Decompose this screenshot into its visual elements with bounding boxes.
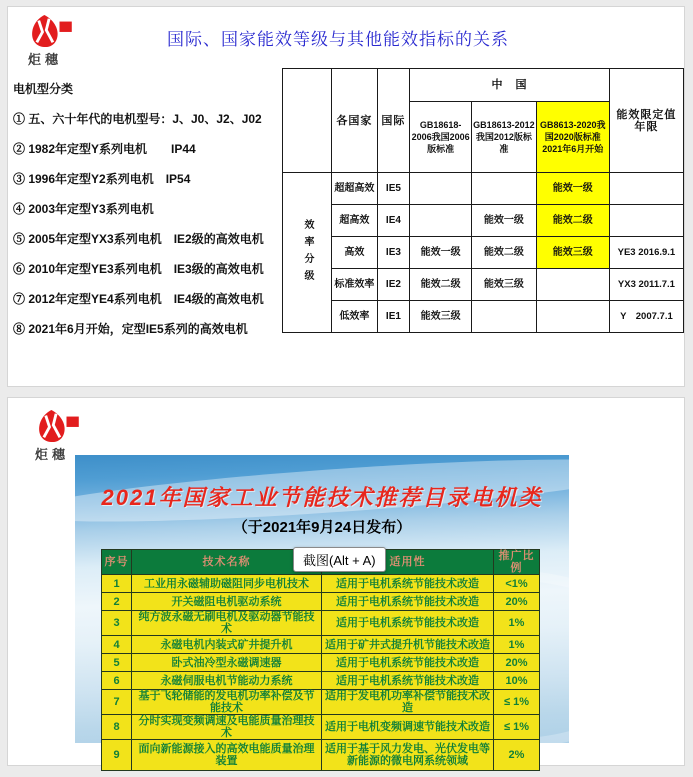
- gb2012-cell: [472, 173, 537, 205]
- torch-flame-icon: [35, 409, 81, 443]
- limit-cell: Y 2007.7.1: [609, 301, 683, 333]
- table-header-row: [283, 69, 684, 102]
- index-cell: 7: [102, 690, 132, 715]
- index-cell: 9: [102, 740, 132, 771]
- ratio-cell: ≤ 1%: [494, 690, 540, 715]
- poster-subtitle: （于2021年9月24日发布）: [232, 519, 412, 536]
- catalog-row: [102, 593, 540, 611]
- tech-name-cell: 基于飞轮储能的发电机功率补偿及节能技术: [132, 690, 322, 715]
- tech-name-cell: 分时实现变频调速及电能质量治理技术: [132, 715, 322, 740]
- index-cell: 1: [102, 575, 132, 593]
- grade-cell: 标准效率: [332, 269, 378, 301]
- col-header-gb2012: GB18613-2012我国2012版标准: [472, 102, 537, 173]
- catalog-row: [102, 636, 540, 654]
- tech-name-cell: 纯方波永磁无刷电机及驱动器节能技术: [132, 611, 322, 636]
- table-row: [283, 173, 684, 205]
- tech-name-cell: 永磁电机内装式矿井提升机: [132, 636, 322, 654]
- motor-type-list: [13, 83, 264, 353]
- limit-cell: YX3 2011.7.1: [609, 269, 683, 301]
- limit-cell: [609, 173, 683, 205]
- gb2020-cell: [536, 269, 609, 301]
- ie-cell: IE5: [377, 173, 409, 205]
- catalog-row: [102, 672, 540, 690]
- ratio-cell: 10%: [494, 672, 540, 690]
- applicability-cell: 适用于矿井式提升机节能技术改造: [322, 636, 494, 654]
- col-header-gb2020: GB8613-2020我国2020版标准2021年6月开始: [536, 102, 609, 173]
- ratio-cell: 2%: [494, 740, 540, 771]
- gb2012-cell: 能效三级: [472, 269, 537, 301]
- gb2006-cell: [410, 173, 472, 205]
- gb2012-cell: 能效二级: [472, 237, 537, 269]
- applicability-cell: 适用于电机系统节能技术改造: [322, 672, 494, 690]
- gb2006-cell: 能效一级: [410, 237, 472, 269]
- col-header-index: 序号: [102, 550, 132, 575]
- ratio-cell: 1%: [494, 611, 540, 636]
- gb2012-cell: 能效一级: [472, 205, 537, 237]
- limit-cell: YE3 2016.9.1: [609, 237, 683, 269]
- gb2020-cell: 能效二级: [536, 205, 609, 237]
- motor-list-item: ④ 2003年定型Y3系列电机: [13, 202, 154, 216]
- grade-cell: 高效: [332, 237, 378, 269]
- tech-name-cell: 开关磁阻电机驱动系统: [132, 593, 322, 611]
- empty-corner-cell: [283, 69, 332, 173]
- catalog-row: [102, 690, 540, 715]
- motor-list-item: ③ 1996年定型Y2系列电机 IP54: [13, 172, 191, 186]
- gb2012-cell: [472, 301, 537, 333]
- torch-flame-icon: [28, 14, 74, 48]
- table-row: [283, 237, 684, 269]
- col-header-country: 各国家: [332, 69, 378, 173]
- applicability-cell: 适用于电机系统节能技术改造: [322, 593, 494, 611]
- gb2006-cell: [410, 205, 472, 237]
- applicability-cell: 适用于电机系统节能技术改造: [322, 575, 494, 593]
- index-cell: 8: [102, 715, 132, 740]
- company-logo: [28, 14, 88, 68]
- motor-list-item: ⑧ 2021年6月开始，定型IE5系列的高效电机: [13, 322, 248, 336]
- ratio-cell: 20%: [494, 593, 540, 611]
- col-header-limit-year: 能效限定值年限: [609, 69, 683, 173]
- applicability-cell: 适用于基于风力发电、光伏发电等新能源的微电网系统领域: [322, 740, 494, 771]
- tech-name-cell: 卧式油冷型永磁调速器: [132, 654, 322, 672]
- gb2020-cell: 能效三级: [536, 237, 609, 269]
- limit-cell: [609, 205, 683, 237]
- slide-1: [7, 6, 685, 387]
- applicability-cell: 适用于电机系统节能技术改造: [322, 611, 494, 636]
- catalog-poster-image: [75, 455, 569, 767]
- catalog-row: [102, 611, 540, 636]
- tech-name-cell: 工业用永磁辅助磁阻同步电机技术: [132, 575, 322, 593]
- motor-list-item: ② 1982年定型Y系列电机 IP44: [13, 142, 196, 156]
- col-header-promotion-ratio: 推广比例: [494, 550, 540, 575]
- logo-text: 炬穗: [35, 447, 70, 462]
- catalog-row: [102, 575, 540, 593]
- slide-2: [7, 397, 685, 766]
- gb2020-cell: [536, 301, 609, 333]
- index-cell: 2: [102, 593, 132, 611]
- table-row: [283, 205, 684, 237]
- gb2020-cell: 能效一级: [536, 173, 609, 205]
- applicability-cell: 适用于发电机功率补偿节能技术改造: [322, 690, 494, 715]
- screenshot-shortcut-tooltip: 截图(Alt + A): [293, 547, 386, 572]
- ratio-cell: 1%: [494, 636, 540, 654]
- ie-cell: IE3: [377, 237, 409, 269]
- col-header-tech-name: 技术名称: [132, 550, 322, 575]
- index-cell: 6: [102, 672, 132, 690]
- col-header-china: 中 国: [410, 69, 610, 102]
- col-header-applicability: 适用性: [322, 550, 494, 575]
- gb2006-cell: 能效三级: [410, 301, 472, 333]
- grade-cell: 低效率: [332, 301, 378, 333]
- motor-list-item: ⑤ 2005年定型YX3系列电机 IE2级的高效电机: [13, 232, 264, 246]
- grade-cell: 超高效: [332, 205, 378, 237]
- tech-name-cell: 永磁伺服电机节能动力系统: [132, 672, 322, 690]
- ie-cell: IE2: [377, 269, 409, 301]
- motor-list-item: ① 五、六十年代的电机型号：J、J0、J2、J02: [13, 112, 262, 126]
- ratio-cell: 20%: [494, 654, 540, 672]
- index-cell: 3: [102, 611, 132, 636]
- efficiency-grade-table: [282, 68, 684, 333]
- ratio-cell: ≤ 1%: [494, 715, 540, 740]
- table-row: [283, 269, 684, 301]
- logo-text: 炬穗: [28, 52, 63, 67]
- grade-group-label: 效率分级: [283, 173, 332, 333]
- applicability-cell: 适用于电机系统节能技术改造: [322, 654, 494, 672]
- grade-cell: 超超高效: [332, 173, 378, 205]
- table-row: [283, 301, 684, 333]
- col-header-gb2006: GB18618-2006我国2006版标准: [410, 102, 472, 173]
- motor-list-item: ⑥ 2010年定型YE3系列电机 IE3级的高效电机: [13, 262, 264, 276]
- tech-name-cell: 面向新能源接入的高效电能质量治理装置: [132, 740, 322, 771]
- technology-catalog-table: [101, 549, 540, 771]
- ie-cell: IE1: [377, 301, 409, 333]
- ie-cell: IE4: [377, 205, 409, 237]
- catalog-row: [102, 715, 540, 740]
- col-header-international: 国际: [377, 69, 409, 173]
- index-cell: 5: [102, 654, 132, 672]
- catalog-row: [102, 654, 540, 672]
- motor-list-item: ⑦ 2012年定型YE4系列电机 IE4级的高效电机: [13, 292, 264, 306]
- index-cell: 4: [102, 636, 132, 654]
- motor-list-title: 电机型分类: [13, 82, 74, 96]
- poster-title: 2021年国家工业节能技术推荐目录电机类: [101, 485, 543, 510]
- catalog-row: [102, 740, 540, 771]
- gb2006-cell: 能效二级: [410, 269, 472, 301]
- ratio-cell: <1%: [494, 575, 540, 593]
- slide1-title: 国际、国家能效等级与其他能效指标的关系: [167, 30, 509, 49]
- applicability-cell: 适用于电机变频调速节能技术改造: [322, 715, 494, 740]
